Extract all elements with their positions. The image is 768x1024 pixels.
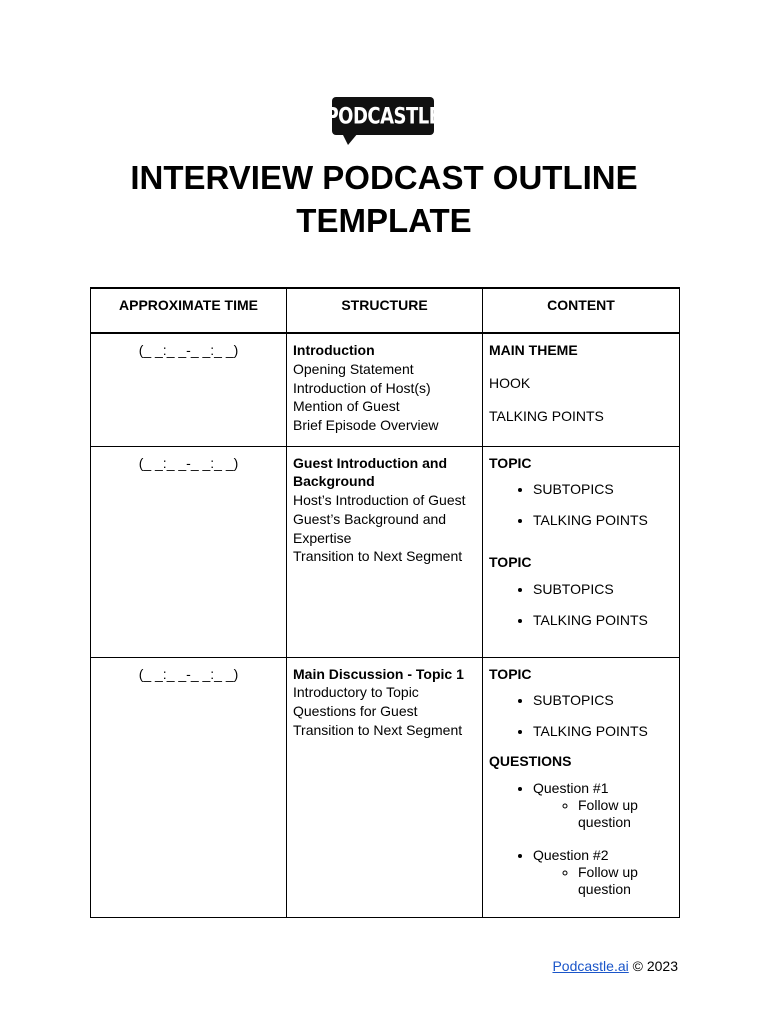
topic-bullet-list bbox=[489, 691, 673, 740]
footer bbox=[552, 958, 678, 974]
structure-cell bbox=[287, 657, 483, 917]
topic-bullet-list bbox=[489, 580, 673, 629]
topic-label: TOPIC bbox=[489, 554, 532, 571]
talking-points-item: • TALKING POINTS bbox=[533, 511, 673, 529]
question-item bbox=[533, 779, 673, 830]
questions-label: QUESTIONS bbox=[489, 753, 572, 770]
copyright-text: © 2023 bbox=[628, 958, 678, 974]
structure-title: Guest Introduction and bbox=[293, 454, 447, 471]
content-cell bbox=[483, 333, 680, 446]
followup-list bbox=[533, 864, 673, 897]
followup-text: ◦ Follow up bbox=[578, 797, 638, 814]
content-cell bbox=[483, 657, 680, 917]
logo-badge bbox=[325, 97, 441, 135]
outline-table bbox=[90, 287, 680, 918]
subtopics-item: • SUBTOPICS bbox=[533, 480, 673, 498]
title-line-1: INTERVIEW PODCAST OUTLINE bbox=[130, 159, 638, 196]
structure-item: Mention of Guest bbox=[293, 398, 400, 415]
time-cell: (_ _:_ _-_ _:_ _) bbox=[91, 657, 287, 917]
header-structure: STRUCTURE bbox=[287, 288, 483, 333]
hook-label: HOOK bbox=[489, 374, 531, 391]
topic-label: TOPIC bbox=[489, 454, 532, 471]
followup-text: question bbox=[578, 880, 631, 897]
structure-item: Transition to Next Segment bbox=[293, 548, 463, 565]
podcastle-logo bbox=[325, 97, 441, 147]
topic-bullet-list bbox=[489, 480, 673, 529]
structure-title: Introduction bbox=[293, 342, 375, 358]
header-approximate-time: APPROXIMATE TIME bbox=[91, 288, 287, 333]
followup-text: ◦ Follow up bbox=[578, 864, 638, 881]
table-row bbox=[91, 657, 680, 917]
question-item bbox=[533, 846, 673, 897]
structure-item: Transition to Next Segment bbox=[293, 721, 463, 738]
structure-item: Host’s Introduction of Guest bbox=[293, 492, 466, 509]
topic-label: TOPIC bbox=[489, 665, 532, 682]
table-row bbox=[91, 446, 680, 657]
structure-item: Questions for Guest bbox=[293, 703, 418, 720]
talking-points-label: TALKING POINTS bbox=[489, 407, 604, 424]
time-cell: (_ _:_ _-_ _:_ _) bbox=[91, 446, 287, 657]
title-line-2: TEMPLATE bbox=[296, 202, 472, 239]
subtopics-item: • SUBTOPICS bbox=[533, 691, 673, 709]
followup-text: question bbox=[578, 813, 631, 830]
talking-points-item: • TALKING POINTS bbox=[533, 611, 673, 629]
followup-list bbox=[533, 797, 673, 830]
podcastle-link[interactable]: Podcastle.ai bbox=[552, 958, 629, 974]
followup-item bbox=[578, 864, 673, 897]
structure-title: Background bbox=[293, 473, 375, 490]
time-cell: (_ _:_ _-_ _:_ _) bbox=[91, 333, 287, 446]
structure-item: Opening Statement bbox=[293, 360, 414, 377]
table-row bbox=[91, 333, 680, 446]
talking-points-item: • TALKING POINTS bbox=[533, 722, 673, 740]
main-theme-label: MAIN THEME bbox=[489, 342, 578, 358]
page-title bbox=[0, 156, 768, 242]
structure-item: Brief Episode Overview bbox=[293, 417, 439, 434]
followup-item bbox=[578, 797, 673, 830]
structure-item: Expertise bbox=[293, 529, 352, 546]
content-cell bbox=[483, 446, 680, 657]
structure-item: Introductory to Topic bbox=[293, 684, 419, 701]
header-content: CONTENT bbox=[483, 288, 680, 333]
logo-speech-tail bbox=[342, 133, 358, 145]
structure-item: Guest’s Background and bbox=[293, 510, 447, 527]
subtopics-item: • SUBTOPICS bbox=[533, 580, 673, 598]
question-text: Question #1 bbox=[533, 780, 609, 797]
questions-list bbox=[489, 779, 673, 897]
structure-title: Main Discussion - Topic 1 bbox=[293, 665, 464, 682]
structure-item: Introduction of Host(s) bbox=[293, 379, 431, 396]
logo-text: PODCASTLE bbox=[325, 102, 441, 130]
question-text: Question #2 bbox=[533, 847, 609, 864]
structure-cell bbox=[287, 333, 483, 446]
structure-cell bbox=[287, 446, 483, 657]
table-header-row bbox=[91, 288, 680, 333]
